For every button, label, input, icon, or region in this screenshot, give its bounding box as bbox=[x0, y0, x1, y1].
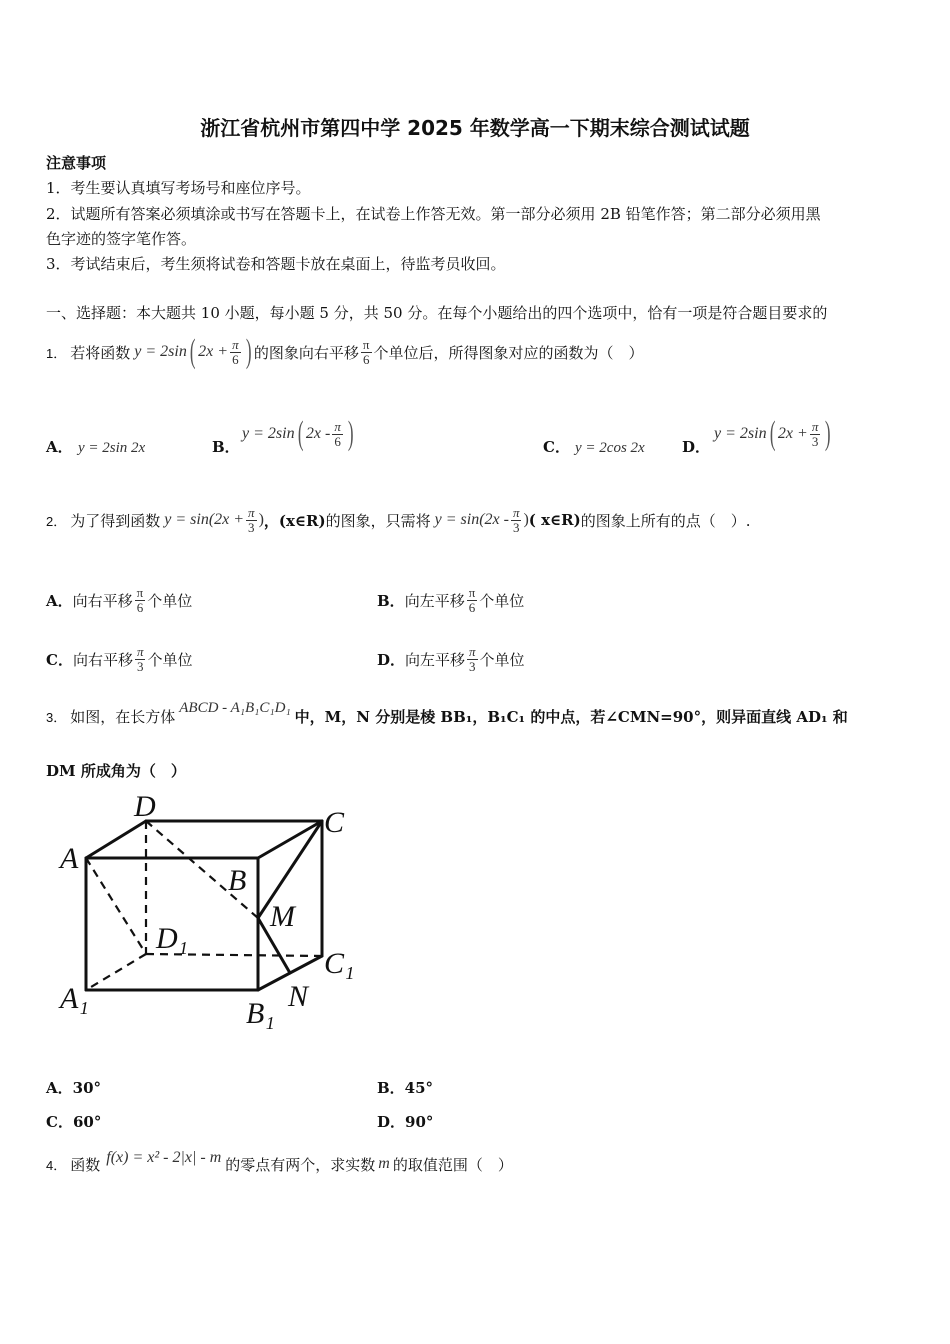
math-expression: ) bbox=[523, 511, 529, 528]
question-text: 中，M，N 分别是棱 BB₁，B₁C₁ 的中点，若∠CMN=90°，则异面直线 AD₁ 和 bbox=[294, 707, 848, 726]
math-condition: ( x∈R) bbox=[528, 511, 581, 529]
figure-label: A₁ bbox=[60, 982, 89, 1015]
option-b: B．45° bbox=[377, 1079, 434, 1097]
question-text: 函数 bbox=[70, 1155, 101, 1174]
option-label: A． bbox=[46, 438, 73, 456]
question-text: 的图象，只需将 bbox=[325, 511, 431, 530]
question-text: 的图象上所有的点（ ）. bbox=[580, 511, 751, 530]
page-title: 浙江省杭州市第四中学 2025 年数学高一下期末综合测试试题 bbox=[200, 116, 750, 140]
notice-item: 2．试题所有答案必须填涂或书写在答题卡上，在试卷上作答无效。第一部分必须用 2B 铅笔作答；第二部分必须用黑 bbox=[46, 205, 821, 223]
paren-close: ) bbox=[245, 333, 252, 370]
option-a: A． 向右平移 $\frac{\pi}{6}$ 个单位 bbox=[46, 584, 193, 615]
question-2 bbox=[46, 498, 751, 542]
notice-item: 3．考试结束后，考生须将试卷和答题卡放在桌面上，待监考员收回。 bbox=[46, 255, 506, 273]
math-variable: m bbox=[378, 1155, 390, 1172]
question-text: 的取值范围（ ） bbox=[392, 1155, 513, 1174]
option-a: A．30° bbox=[46, 1079, 102, 1097]
question-3 bbox=[46, 698, 848, 734]
question-text: 为了得到函数 bbox=[70, 511, 161, 530]
question-text: 个单位后，所得图象对应的函数为（ ） bbox=[373, 343, 644, 362]
figure-label: M bbox=[270, 900, 295, 933]
notice-item: 色字迹的签字笔作答。 bbox=[46, 230, 197, 248]
notice-item: 1．考生要认真填写考场号和座位序号。 bbox=[46, 179, 311, 197]
notice-heading: 注意事项 bbox=[46, 154, 107, 172]
math-expression: ABCD - A₁B₁C₁D₁ bbox=[179, 699, 291, 716]
question-text: 若将函数 bbox=[70, 343, 131, 362]
section-heading: 一、选择题：本大题共 10 小题，每小题 5 分，共 50 分。在每个小题给出的四个选项中，恰有一项是符合题目要求的 bbox=[46, 304, 828, 322]
cuboid-figure bbox=[46, 788, 366, 1038]
option-label: B． bbox=[212, 438, 240, 456]
math-expression: y = 2sin bbox=[134, 343, 187, 360]
math-expression: 2x + bbox=[198, 343, 229, 360]
option-label: C． bbox=[543, 438, 570, 456]
question-text: 的图象向右平移 bbox=[253, 343, 359, 362]
figure-label: B bbox=[228, 864, 247, 897]
figure-label: D bbox=[134, 790, 156, 823]
math-expression: ) bbox=[258, 511, 264, 528]
question-text: DM 所成角为（ ） bbox=[46, 762, 186, 780]
option-d: D．90° bbox=[377, 1113, 434, 1131]
question-text: 的零点有两个，求实数 bbox=[225, 1155, 376, 1174]
question-text: 如图，在长方体 bbox=[70, 707, 176, 726]
option-b: y = 2sin ( 2x - $\frac{\pi}{6}$ ) bbox=[242, 415, 354, 452]
math-condition: ，(x∈R) bbox=[263, 511, 326, 530]
option-c: C．60° bbox=[46, 1113, 102, 1131]
option-label: D． bbox=[682, 438, 711, 456]
fraction: $\frac{\pi}{3}$ bbox=[248, 504, 255, 535]
paren-open: ( bbox=[189, 333, 196, 370]
fraction: $\frac{\pi}{3}$ bbox=[512, 504, 520, 535]
question-number: 1． bbox=[46, 345, 67, 361]
figure-label: D₁ bbox=[156, 922, 189, 955]
question-number: 2． bbox=[46, 513, 67, 529]
option-a: y = 2sin 2x bbox=[78, 440, 146, 456]
figure-label: A bbox=[60, 842, 79, 875]
option-d: D． 向左平移 $\frac{\pi}{3}$ 个单位 bbox=[377, 643, 525, 674]
option-c: C． 向右平移 $\frac{\pi}{3}$ 个单位 bbox=[46, 643, 193, 674]
question-number: 3． bbox=[46, 709, 67, 725]
figure-label: B₁ bbox=[246, 997, 275, 1030]
question-4 bbox=[46, 1144, 513, 1184]
question-number: 4． bbox=[46, 1157, 67, 1173]
figure-label: C bbox=[324, 806, 345, 839]
fraction: $\frac{\pi}{6}$ bbox=[362, 336, 370, 367]
question-1 bbox=[46, 330, 644, 374]
figure-label: C₁ bbox=[324, 947, 355, 980]
math-expression: y = sin(2x + bbox=[164, 511, 245, 528]
math-expression: f(x) = x² - 2|x| - m bbox=[106, 1149, 222, 1166]
option-d: y = 2sin ( 2x + $\frac{\pi}{3}$ ) bbox=[714, 415, 831, 452]
figure-label: N bbox=[288, 980, 309, 1013]
option-b: B． 向左平移 $\frac{\pi}{6}$ 个单位 bbox=[377, 584, 525, 615]
fraction: $\frac{\pi}{6}$ bbox=[232, 336, 239, 367]
math-expression: y = sin(2x - bbox=[434, 511, 509, 528]
option-c: y = 2cos 2x bbox=[575, 440, 645, 456]
